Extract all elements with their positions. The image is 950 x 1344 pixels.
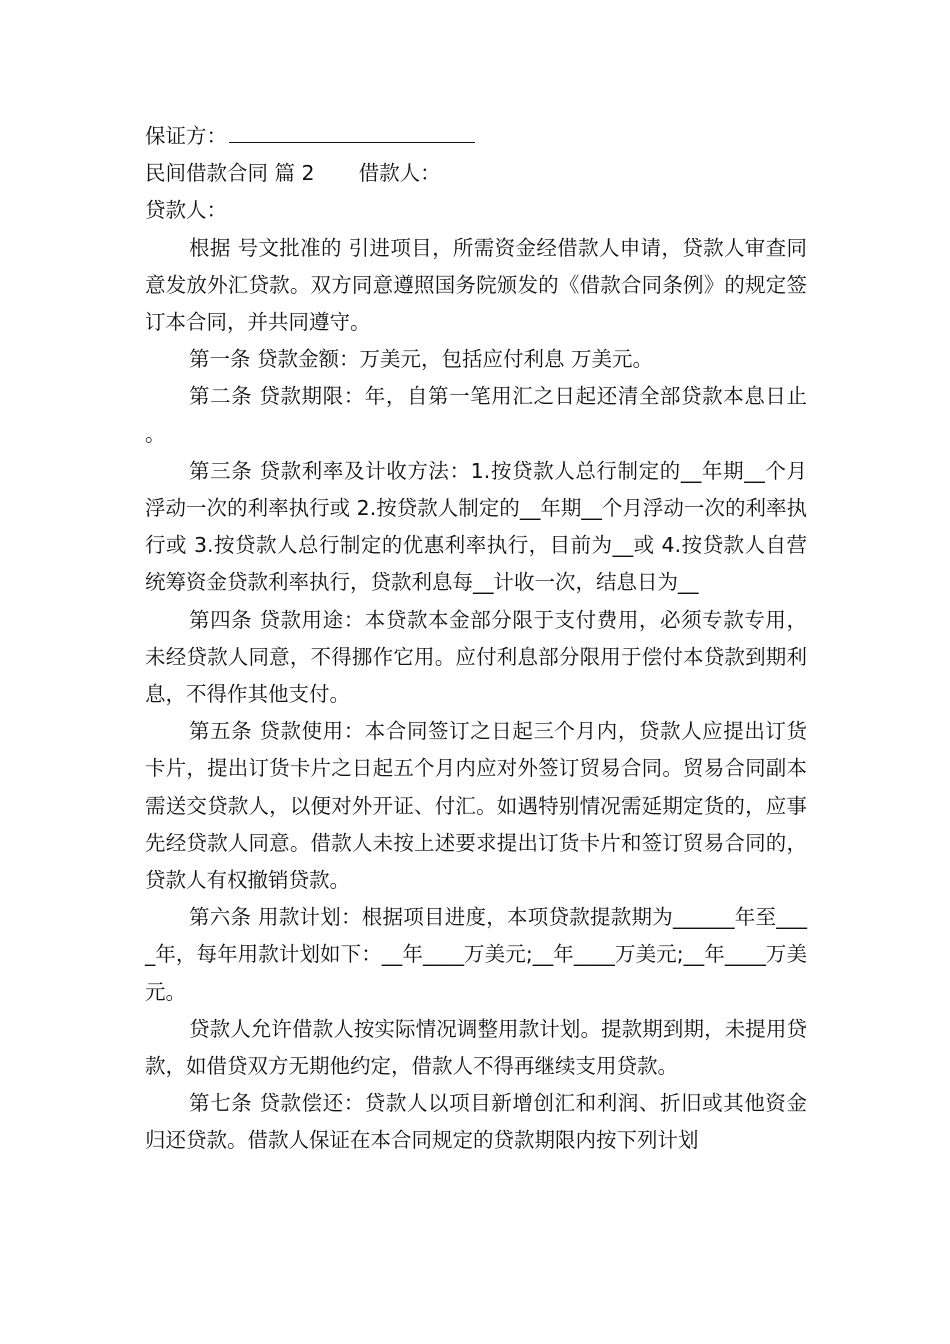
lender-line xyxy=(145,192,807,229)
borrower-label: 借款人： xyxy=(358,161,441,186)
guarantor-line xyxy=(145,118,807,155)
paragraph-preamble: 根据 号文批准的 引进项目，所需资金经借款人申请，贷款人审查同意发放外汇贷款。双方同意遵照国务院颁发的《借款合同条例》的规定签订本合同，并共同遵守。 xyxy=(145,235,807,335)
section-heading-line xyxy=(145,155,807,192)
paragraph-article-4: 第四条 贷款用途：本贷款本金部分限于支付费用，必须专款专用，未经贷款人同意，不得挪作它用。应付利息部分限用于偿付本贷款到期利息，不得作其他支付。 xyxy=(145,607,807,707)
guarantor-label: 保证方： xyxy=(145,124,227,148)
paragraph-article-7: 第七条 贷款偿还：贷款人以项目新增创汇和利润、折旧或其他资金归还贷款。借款人保证在本合同规定的贷款期限内按下列计划 xyxy=(145,1091,807,1153)
paragraph-article-1: 第一条 贷款金额：万美元，包括应付利息 万美元。 xyxy=(189,347,654,372)
lender-label: 贷款人： xyxy=(145,198,227,223)
paragraph-article-3: 第三条 贷款利率及计收方法：1.按贷款人总行制定的__年期__个月浮动一次的利率执行或 2.按贷款人制定的__年期__个月浮动一次的利率执行或 3.按贷款人总行制定的优惠利率执行，目前为__或 4.按贷款人自营统筹资金贷款利率执行，贷款利息每__计收一次，结息日为__ xyxy=(145,458,807,595)
guarantor-signature-blank xyxy=(229,124,475,143)
paragraph-plan-adjustment: 贷款人允许借款人按实际情况调整用款计划。提款期到期，未提用贷款，如借贷双方无期他约定，借款人不得再继续支用贷款。 xyxy=(145,1016,807,1079)
paragraph-article-6: 第六条 用款计划：根据项目进度，本项贷款提款期为______年至____年，每年用款计划如下：__年____万美元;__年____万美元;__年____万美元。 xyxy=(145,905,807,1004)
section-title: 民间借款合同 篇 2 xyxy=(145,161,315,186)
paragraph-article-2: 第二条 贷款期限：年，自第一笔用汇之日起还清全部贷款本息日止。 xyxy=(145,384,807,446)
paragraph-article-5: 第五条 贷款使用：本合同签订之日起三个月内，贷款人应提出订货卡片，提出订货卡片之日起五个月内应对外签订贸易合同。贸易合同副本需送交贷款人，以便对外开证、付汇。如遇特别情况需延期定货的，应事先经贷款人同意。借款人未按上述要求提出订货卡片和签订贸易合同的，贷款人有权撤销贷款。 xyxy=(145,719,807,893)
contract-body xyxy=(145,118,807,1160)
